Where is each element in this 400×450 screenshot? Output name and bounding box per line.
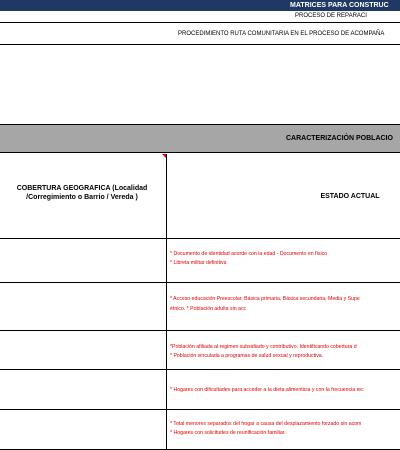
status-cell-line[interactable]: * Acceso educación Preescolar, Básica primaria, Básica secundaria, Media y Supe — [170, 296, 360, 302]
status-cell-line[interactable]: * Población vinculada a programas de salud sexual y reproductiva. — [170, 353, 324, 359]
banner-title: MATRICES PARA CONSTRUC — [0, 0, 400, 11]
process-title: PROCESO DE REPARACI — [295, 13, 367, 19]
status-cell-line[interactable]: * Total menores separados del hogar a causa del desplazamiento forzado sin acom — [170, 421, 362, 427]
coverage-cell[interactable] — [0, 283, 166, 330]
status-cell-line[interactable]: *Población afiliada al regimen subsidiado y contributivo. Identificando cobertura d — [170, 344, 357, 350]
status-cell-line[interactable]: étnico. * Población adulta sin acc — [170, 306, 247, 312]
procedure-title: PROCEDIMIENTO RUTA COMUNITARIA EN EL PROCESO DE ACOMPAÑA — [178, 31, 385, 37]
divider — [0, 44, 400, 45]
section-title: CARACTERIZACIÓN POBLACIO — [0, 124, 400, 153]
column-divider — [166, 154, 167, 450]
status-cell-line[interactable]: * Hogares con dificultades para acceder a la dieta alimenticia y con la frecuencia rec — [170, 387, 364, 393]
coverage-cell[interactable] — [0, 410, 166, 449]
coverage-cell[interactable] — [0, 239, 166, 282]
status-cell-line[interactable]: * Documento de identidad acorde con la edad - Documento en físico — [170, 251, 328, 257]
status-cell-line[interactable]: * Hogares con solicitudes de reunificación familiar. — [170, 430, 286, 436]
coverage-column-header[interactable]: COBERTURA GEOGRAFICA (Localidad /Corregimiento o Barrio / Vereda ) — [16, 185, 148, 201]
status-column-header[interactable]: ESTADO ACTUAL — [320, 193, 380, 200]
coverage-cell[interactable] — [0, 331, 166, 369]
divider — [0, 22, 400, 23]
coverage-cell[interactable] — [0, 370, 166, 409]
status-cell-line[interactable]: * Libreta militar definitiva — [170, 260, 227, 266]
